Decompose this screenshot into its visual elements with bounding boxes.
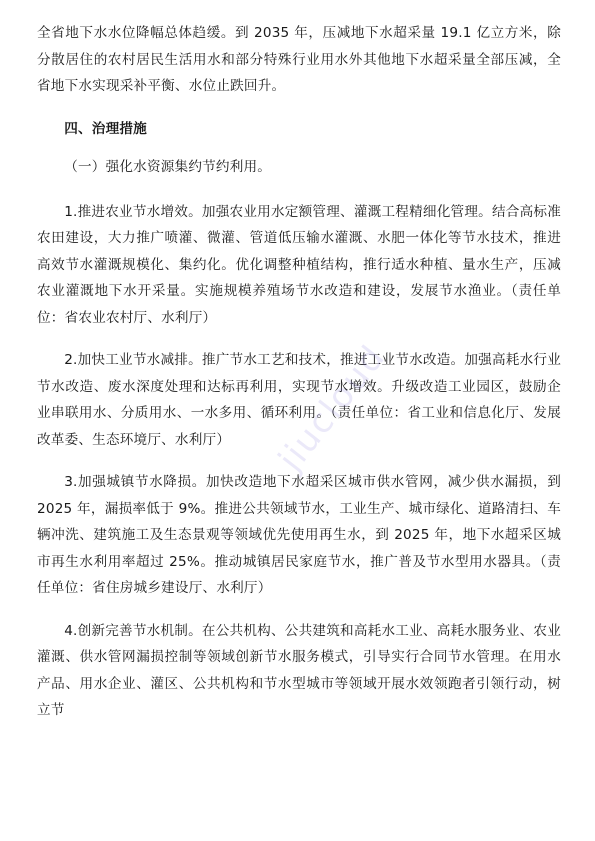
subsection-heading: （一）强化水资源集约节约利用。 <box>64 159 272 175</box>
measure-item-3: 3.加强城镇节水降损。加快改造地下水超采区城市供水管网，减少供水漏损，到 2025 年，漏损率低于 9%。推进公共领域节水，工业生产、城市绿化、道路清扫、车辆冲洗、建筑施工及生态景观等领域优先使用再生水，到 2025 年，地下水超采区城市再生水利用率超过 25%。推动城镇居民家庭节水，推广普及节水型用水器具。（责任单位：省住房城乡建设厅、水利厅） <box>37 474 561 596</box>
measure-item-2: 2.加快工业节水减排。推广节水工艺和技术，推进工业节水改造。加强高耗水行业节水改造、废水深度处理和达标再利用，实现节水增效。升级改造工业园区，鼓励企业串联用水、分质用水、一水多用、循环利用。（责任单位：省工业和信息化厅、发展改革委、生态环境厅、水利厅） <box>37 352 561 448</box>
section-heading: 四、治理措施 <box>64 120 147 137</box>
document-body <box>37 20 561 740</box>
intro-paragraph: 全省地下水水位降幅总体趋缓。到 2035 年，压减地下水超采量 19.1 亿立方米，除分散居住的农村居民生活用水和部分特殊行业用水外其他地下水超采量全部压减，全省地下水实现采补平衡、水位止跌回升。 <box>37 25 561 94</box>
measure-item-1: 1.推进农业节水增效。加强农业用水定额管理、灌溉工程精细化管理。结合高标准农田建设，大力推广喷灌、微灌、管道低压输水灌溉、水肥一体化等节水技术，推进高效节水灌溉规模化、集约化。优化调整种植结构，推行适水种植、量水生产，压减农业灌溉地下水开采量。实施规模养殖场节水改造和建设，发展节水渔业。（责任单位：省农业农村厅、水利厅） <box>37 203 561 326</box>
watermark: jiucloud <box>270 337 394 479</box>
measure-item-4: 4.创新完善节水机制。在公共机构、公共建筑和高耗水工业、高耗水服务业、农业灌溉、供水管网漏损控制等领域创新节水服务模式，引导实行合同节水管理。在用水产品、用水企业、灌区、公共机构和节水型城市等领域开展水效领跑者引领行动，树立节 <box>37 622 561 718</box>
